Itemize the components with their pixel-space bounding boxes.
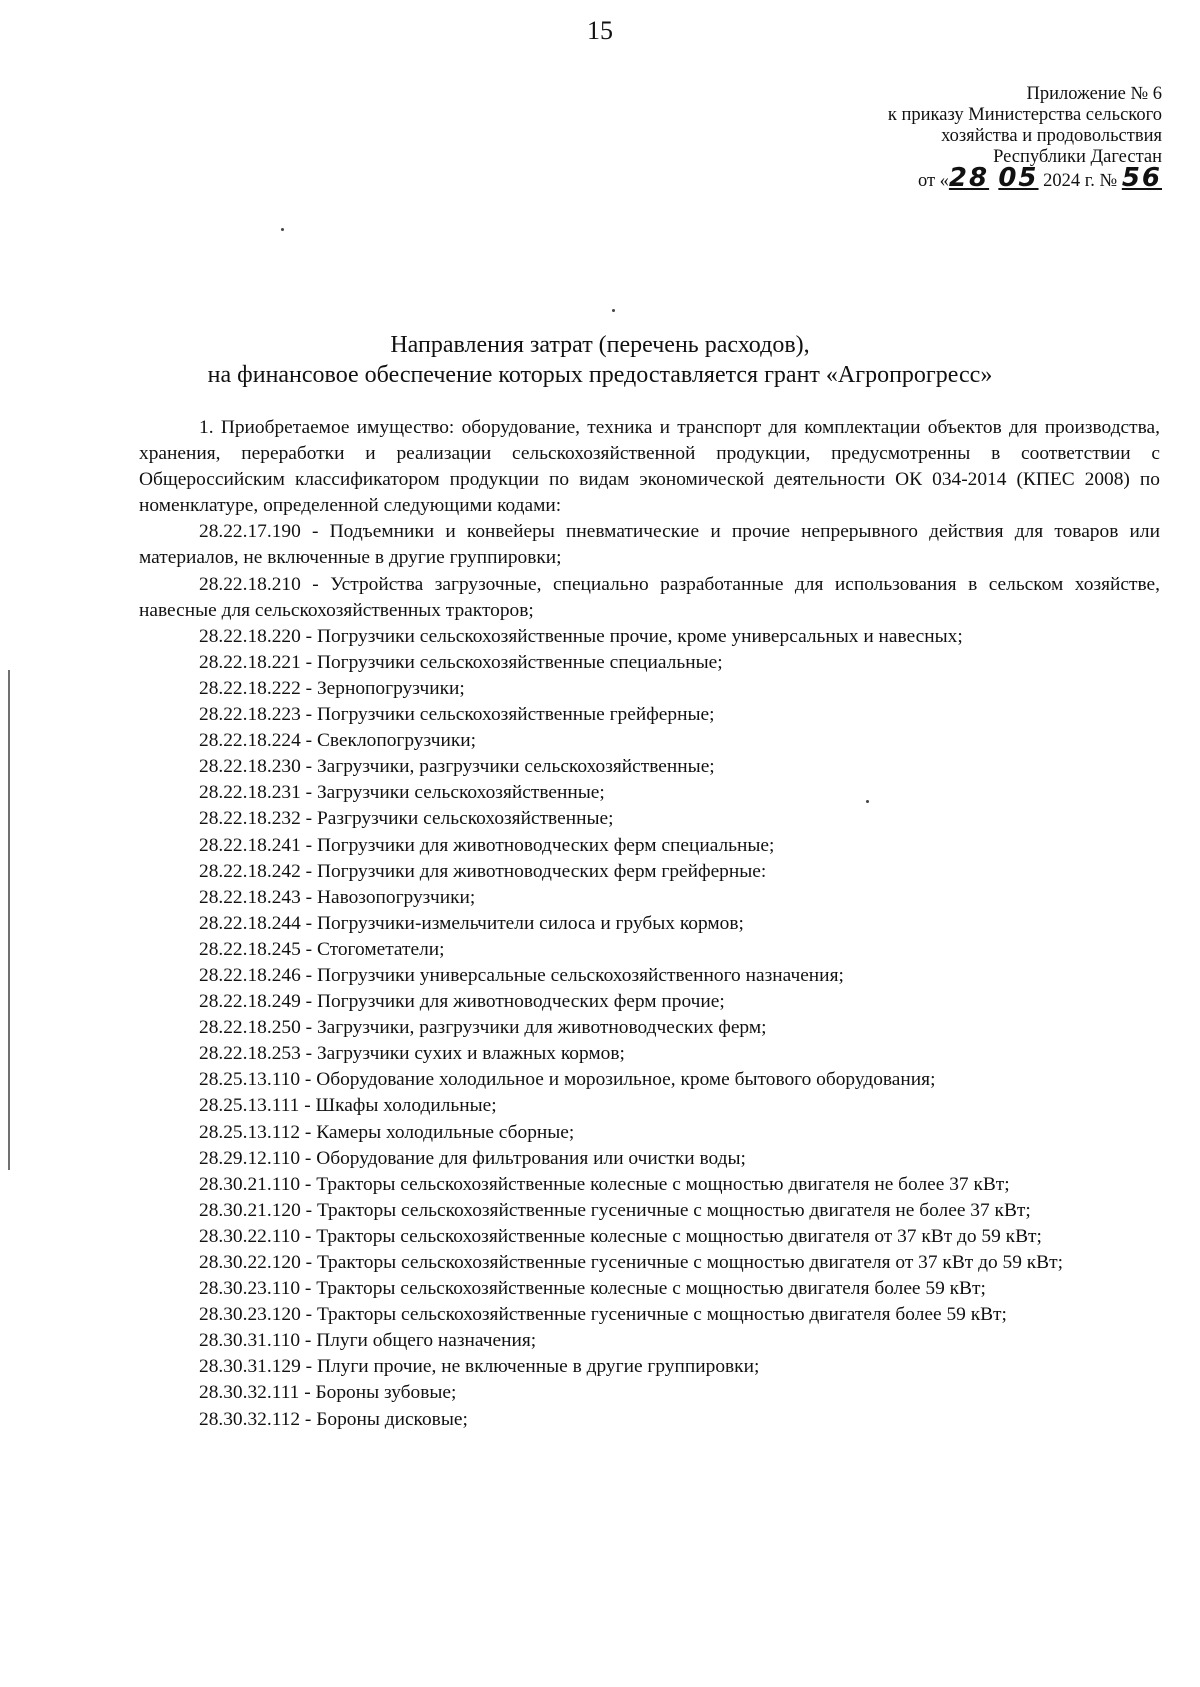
code-list-item: 28.22.18.222 - Зернопогрузчики; — [199, 677, 465, 699]
code-list-item: 28.30.31.110 - Плуги общего назначения; — [199, 1330, 537, 1352]
code-list-item: 28.30.32.111 - Бороны зубовые; — [199, 1382, 457, 1404]
code-list-item: 28.22.18.210 - Устройства загрузочные, специально разработанные для использования в сельском хозяйстве, навесные для сельскохозяйственных тракторов; — [139, 573, 1160, 621]
approval-date-line — [888, 163, 1162, 193]
code-list-item: 28.30.31.129 - Плуги прочие, не включенные в другие группировки; — [199, 1356, 760, 1378]
approval-line: Приложение № 6 — [1026, 84, 1162, 104]
code-list-item: 28.22.18.244 - Погрузчики-измельчители силоса и грубых кормов; — [199, 912, 744, 934]
code-list-item: 28.22.18.232 - Разгрузчики сельскохозяйственные; — [199, 808, 614, 830]
code-list-item: 28.30.23.110 - Тракторы сельскохозяйственные колесные с мощностью двигателя более 59 кВт; — [199, 1278, 986, 1300]
code-list-item: 28.30.22.120 - Тракторы сельскохозяйственные гусеничные с мощностью двигателя от 37 кВт до 59 кВт; — [199, 1252, 1063, 1273]
approval-block — [888, 84, 1162, 192]
code-list-item: 28.22.18.242 - Погрузчики для животноводческих ферм грейферные: — [199, 860, 767, 882]
code-list-item: 28.30.21.120 - Тракторы сельскохозяйственные гусеничные с мощностью двигателя не более 37 кВт; — [199, 1199, 1031, 1221]
scan-speck — [281, 228, 284, 231]
title-line: на финансовое обеспечение которых предоставляется грант «Агропрогресс» — [207, 362, 993, 388]
code-list-item: 28.30.22.110 - Тракторы сельскохозяйственные колесные с мощностью двигателя от 37 кВт до 59 кВт; — [199, 1225, 1042, 1247]
code-list-item: 28.22.18.249 - Погрузчики для животноводческих ферм прочие; — [199, 991, 725, 1013]
handwritten-month: 05 — [998, 163, 1039, 193]
code-list-item: 28.22.18.246 - Погрузчики универсальные сельскохозяйственного назначения; — [199, 964, 844, 986]
code-list-item: 28.30.21.110 - Тракторы сельскохозяйственные колесные с мощностью двигателя не более 37 кВт; — [199, 1173, 1010, 1195]
title-line: Направления затрат (перечень расходов), — [390, 332, 810, 358]
code-list-item: 28.25.13.111 - Шкафы холодильные; — [199, 1095, 497, 1117]
code-list-item: 28.22.18.253 - Загрузчики сухих и влажных кормов; — [199, 1043, 625, 1065]
code-list-item: 28.30.32.112 - Бороны дисковые; — [199, 1408, 468, 1430]
code-list-item: 28.30.23.120 - Тракторы сельскохозяйственные гусеничные с мощностью двигателя более 59 кВт; — [199, 1304, 1007, 1326]
code-list — [139, 519, 1160, 1432]
code-list-item: 28.22.18.230 - Загрузчики, разгрузчики сельскохозяйственные; — [199, 756, 715, 778]
code-list-item: 28.22.18.221 - Погрузчики сельскохозяйственные специальные; — [199, 651, 723, 673]
page-number: 15 — [587, 16, 613, 45]
year-suffix: 2024 г. № — [1043, 171, 1118, 191]
code-list-item: 28.22.18.250 - Загрузчики, разгрузчики для животноводческих ферм; — [199, 1017, 767, 1039]
approval-line: хозяйства и продовольствия — [941, 126, 1162, 146]
scan-edge-line — [8, 670, 10, 1170]
intro-paragraph: 1. Приобретаемое имущество: оборудование, техника и транспорт для комплектации объектов для производства, хранения, переработки и реализации сельскохозяйственной продукции, предусмотренны в соответствии с Общероссийским классификатором продукции по видам экономической деятельности ОК 034-2014 (КПЕС 2008) по номенклатуре, определенной следующими кодами: — [139, 417, 1160, 517]
code-list-item: 28.22.18.223 - Погрузчики сельскохозяйственные грейферные; — [199, 704, 715, 726]
document-body — [139, 415, 1160, 1433]
code-list-item: 28.22.18.231 - Загрузчики сельскохозяйственные; — [199, 782, 605, 804]
scan-speck — [612, 309, 615, 312]
handwritten-number: 56 — [1121, 163, 1162, 193]
approval-line: к приказу Министерства сельского — [887, 105, 1162, 125]
code-list-item: 28.22.17.190 - Подъемники и конвейеры пневматические и прочие непрерывного действия для товаров или материалов, не включенные в другие группировки; — [139, 521, 1160, 569]
code-list-item: 28.29.12.110 - Оборудование для фильтрования или очистки воды; — [199, 1147, 746, 1169]
handwritten-day: 28 — [948, 163, 990, 193]
code-list-item: 28.22.18.241 - Погрузчики для животноводческих ферм специальные; — [199, 834, 775, 856]
code-list-item: 28.25.13.110 - Оборудование холодильное и морозильное, кроме бытового оборудования; — [199, 1069, 936, 1091]
document-title — [0, 330, 1200, 390]
date-prefix: от « — [917, 171, 949, 191]
code-list-item: 28.22.18.220 - Погрузчики сельскохозяйственные прочие, кроме универсальных и навесных; — [199, 625, 963, 647]
code-list-item: 28.22.18.224 - Свеклопогрузчики; — [199, 730, 477, 752]
code-list-item: 28.22.18.243 - Навозопогрузчики; — [199, 886, 476, 908]
code-list-item: 28.25.13.112 - Камеры холодильные сборные; — [199, 1121, 575, 1143]
approval-line: Республики Дагестан — [993, 147, 1162, 167]
code-list-item: 28.22.18.245 - Стогометатели; — [199, 938, 445, 960]
